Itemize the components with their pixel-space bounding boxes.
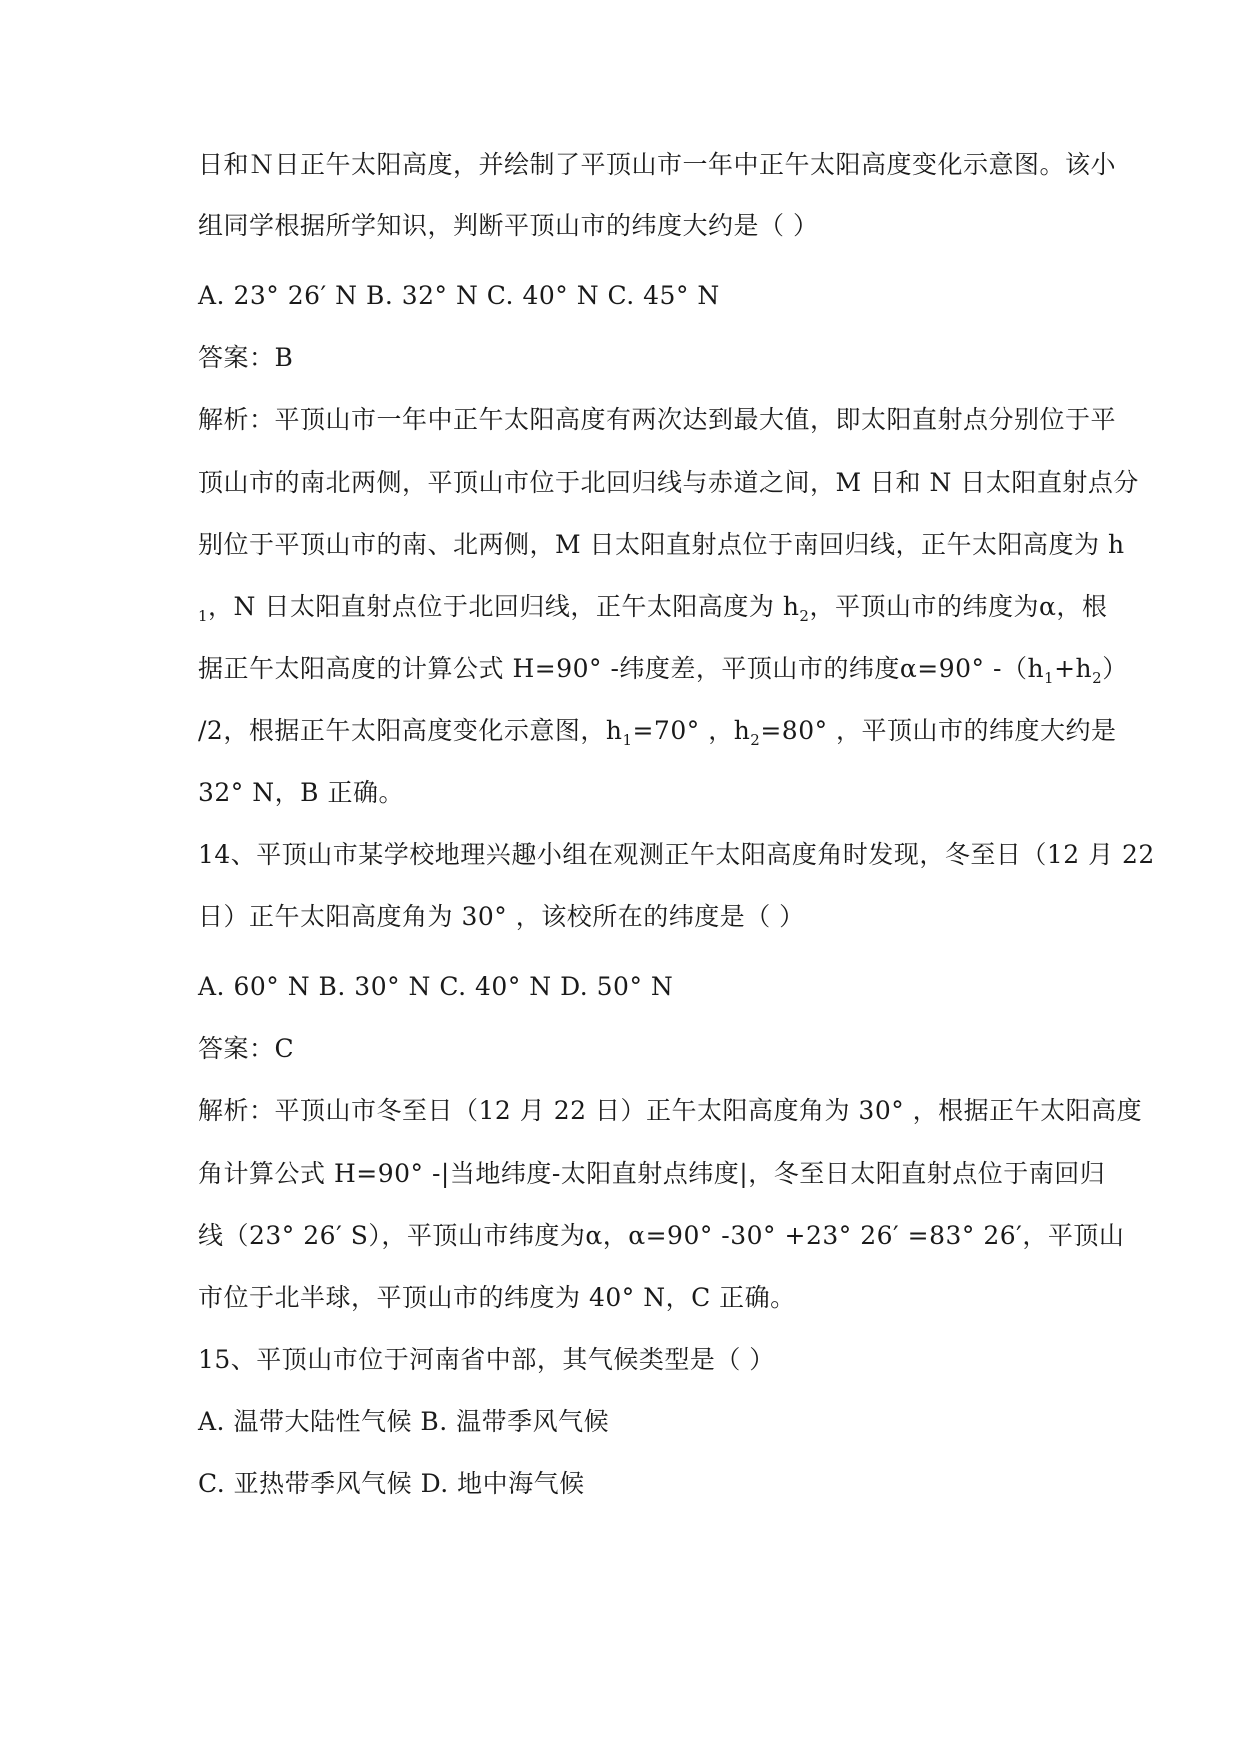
q15-options-line-1: A. 温带大陆性气候 B. 温带季风气候 xyxy=(198,1407,610,1436)
subscript: 1 xyxy=(198,607,209,625)
q13-stem-line-1: 日和Ｎ日正午太阳高度，并绘制了平顶山市一年中正午太阳高度变化示意图。该小 xyxy=(198,150,1117,179)
q13-analysis-line-4 xyxy=(198,590,1108,627)
q14-options: A. 60° N B. 30° N C. 40° N D. 50° N xyxy=(198,972,674,1001)
text-run: =80° ，平顶山市的纬度大约是 xyxy=(760,716,1117,745)
q14-analysis-line-4: 市位于北半球，平顶山市的纬度为 40° N，C 正确。 xyxy=(198,1283,796,1312)
text-run: ） xyxy=(1102,654,1128,683)
text-run: 据正午太阳高度的计算公式 H=90° -纬度差，平顶山市的纬度α=90° -（h xyxy=(198,654,1045,683)
text-run: +h xyxy=(1054,654,1093,683)
text-run: =70° ，h xyxy=(632,716,751,745)
q13-answer: 答案：B xyxy=(198,343,294,372)
q13-analysis-line-2: 顶山市的南北两侧，平顶山市位于北回归线与赤道之间，M 日和 N 日太阳直射点分 xyxy=(198,468,1139,497)
q15-stem: 15、平顶山市位于河南省中部，其气候类型是（ ） xyxy=(198,1345,775,1374)
subscript: 2 xyxy=(750,731,761,749)
q13-analysis-line-3: 别位于平顶山市的南、北两侧，M 日太阳直射点位于南回归线，正午太阳高度为 h xyxy=(198,530,1125,559)
subscript: 2 xyxy=(1092,669,1103,687)
q13-analysis-line-6 xyxy=(198,714,1117,751)
subscript: 1 xyxy=(1044,669,1055,687)
text-run: ，平顶山市的纬度为α，根 xyxy=(809,592,1108,621)
q13-analysis-line-7: 32° N，B 正确。 xyxy=(198,778,404,807)
q14-stem-line-2: 日）正午太阳高度角为 30° ，该校所在的纬度是（ ） xyxy=(198,902,805,931)
q15-options-line-2: C. 亚热带季风气候 D. 地中海气候 xyxy=(198,1469,585,1498)
q13-analysis-line-1: 解析：平顶山市一年中正午太阳高度有两次达到最大值，即太阳直射点分别位于平 xyxy=(198,405,1117,434)
q14-analysis-line-2: 角计算公式 H=90° -|当地纬度-太阳直射点纬度|，冬至日太阳直射点位于南回归 xyxy=(198,1159,1106,1188)
q14-answer: 答案：C xyxy=(198,1034,295,1063)
q13-stem-line-2: 组同学根据所学知识，判断平顶山市的纬度大约是（ ） xyxy=(198,211,819,240)
subscript: 2 xyxy=(799,607,810,625)
text-run: /2，根据正午太阳高度变化示意图，h xyxy=(198,716,623,745)
text-run: ，N 日太阳直射点位于北回归线，正午太阳高度为 h xyxy=(208,592,800,621)
q13-options: A. 23° 26′ N B. 32° N C. 40° N C. 45° N xyxy=(198,281,720,310)
q14-analysis-line-3: 线（23° 26′ S），平顶山市纬度为α，α=90° -30° +23° 26′ =83° 26′，平顶山 xyxy=(198,1221,1125,1250)
q14-analysis-line-1: 解析：平顶山市冬至日（12 月 22 日）正午太阳高度角为 30° ，根据正午太阳高度 xyxy=(198,1096,1143,1125)
q13-analysis-line-5 xyxy=(198,652,1128,689)
subscript: 1 xyxy=(622,731,633,749)
q14-stem-line-1: 14、平顶山市某学校地理兴趣小组在观测正午太阳高度角时发现，冬至日（12 月 22 xyxy=(198,840,1155,869)
